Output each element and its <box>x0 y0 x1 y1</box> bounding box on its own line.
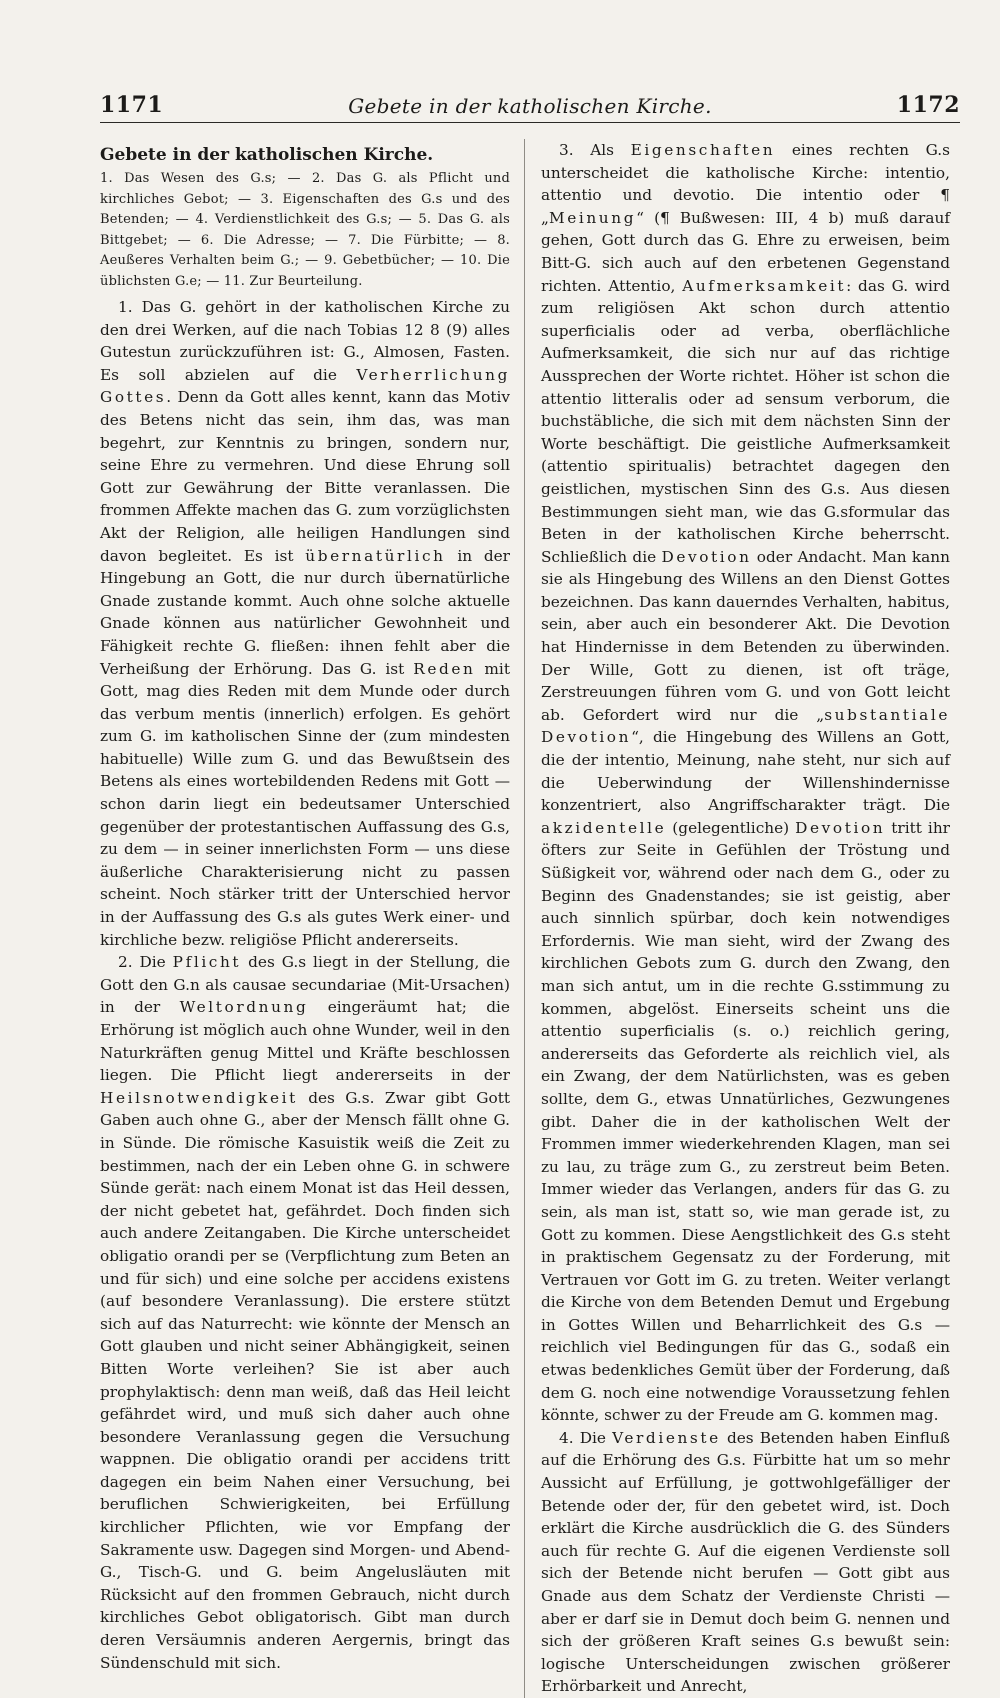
paragraph-4: 4. Die Verdienste des Betenden haben Einfluß auf die Erhörung des G.s. Fürbitte hat um so mehr Aussicht auf Erfüllung, je gottwohlgefälliger der Betende oder der, für den gebetet wird, ist. Doch erklärt die Kirche ausdrücklich die G. des Sünders auch für rechte G. Auf die eigenen Verdienste soll sich der Betende nicht berufen — Gott gibt aus Gnade aus dem Schatz der Verdienste Christi — aber er darf sie in Demut doch beim G. nennen und sich der größeren Kraft seines G.s bewußt sein: logische Unterscheidungen zwischen größerer Erhörbarkeit und Anrecht, <box>541 1428 950 1696</box>
right-page-number: 1172 <box>896 92 960 118</box>
article-title: Gebete in der katholischen Kirche. <box>100 145 434 165</box>
left-page-number: 1171 <box>100 92 164 118</box>
paragraph-1: 1. Das G. gehört in der katholischen Kirche zu den drei Werken, auf die nach Tobias 12 8 (9) alles Gutestun zurückzuführen ist: G., Almosen, Fasten. Es soll abzielen auf die Verherrlichung Gottes. Denn da Gott alles kennt, kann das Motiv des Betens nicht das sein, ihm das, was man begehrt, zur Kenntnis zu bringen, sondern nur, seine Ehre zu vermehren. Und diese Ehrung soll Gott zur Gewährung der Bitte veranlassen. Die frommen Affekte machen das G. zum vorzüglichsten Akt der Religion, alle heiligen Handlungen sind davon begleitet. Es ist übernatürlich in der Hingebung an Gott, die nur durch übernatürliche Gnade zustande kommt. Auch ohne solche aktuelle Gnade können aus natürlicher Gewohnheit und Fähigkeit rechte G. fließen: ihnen fehlt aber die Verheißung der Erhörung. Das G. ist Reden mit Gott, mag dies Reden mit dem Munde oder durch das verbum mentis (innerlich) erfolgen. Es gehört zum G. im katholischen Sinne der (zum mindesten habituelle) Wille zum G. und das Bewußtsein des Betens als eines wortebildenden Redens mit Gott — schon darin liegt ein bedeutsamer Unterschied gegenüber der protestantischen Auffassung des G.s, zu dem — in seiner innerlichsten Form — uns diese äußerliche Charakterisierung nicht zu passen scheint. Noch stärker tritt der Unterschied hervor in der Auffassung des G.s als gutes Werk einer- und kirchliche bezw. religiöse Pflicht andererseits. <box>100 298 510 949</box>
left-column <box>100 139 525 1698</box>
text-columns <box>100 139 960 1698</box>
article-contents: 1. Das Wesen des G.s; — 2. Das G. als Pflicht und kirchliches Gebot; — 3. Eigenschaften des G.s und des Betenden; — 4. Verdienstlichkeit des G.s; — 5. Das G. als Bittgebet; — 6. Die Adresse; — 7. Die Fürbitte; — 8. Aeußeres Verhalten beim G.; — 9. Gebetbücher; — 10. Die üblichsten G.e; — 11. Zur Beurteilung. <box>100 171 510 289</box>
running-title: Gebete in der katholischen Kirche. <box>348 94 712 118</box>
right-column <box>525 139 950 1698</box>
paragraph-3: 3. Als Eigenschaften eines rechten G.s unterscheidet die katholische Kirche: intentio, attentio und devotio. Die intentio oder ¶ „Meinung“ (¶ Bußwesen: III, 4 b) muß darauf gehen, Gott durch das G. Ehre zu erweisen, beim Bitt-G. sich auch auf den erbetenen Gegenstand richten. Attentio, Aufmerksamkeit: das G. wird zum religiösen Akt schon durch attentio superficialis oder ad verba, oberflächliche Aufmerksamkeit, die sich nur auf das richtige Aussprechen der Worte richtet. Höher ist schon die attentio litteralis oder ad sensum verborum, die buchstäbliche, die sich mit dem nächsten Sinn der Worte beschäftigt. Die geistliche Aufmerksamkeit (attentio spiritualis) betrachtet dagegen den geistlichen, mystischen Sinn des G.s. Aus diesen Bestimmungen sieht man, wie das G.sformular das Beten in der katholischen Kirche beherrscht. Schließlich die Devotion oder Andacht. Man kann sie als Hingebung des Willens an den Dienst Gottes bezeichnen. Das kann dauerndes Verhalten, habitus, sein, aber auch ein besonderer Akt. Die Devotion hat Hindernisse in dem Betenden zu überwinden. Der Wille, Gott zu dienen, ist oft träge, Zerstreuungen führen vom G. und von Gott leicht ab. Gefordert wird nur die „substantiale Devotion“, die Hingebung des Willens an Gott, die der intentio, Meinung, nahe steht, nur sich auf die Ueberwindung der Willenshindernisse konzentriert, also Angriffscharakter trägt. Die akzidentelle (gelegentliche) Devotion tritt ihr öfters zur Seite in Gefühlen der Tröstung und Süßigkeit vor, während oder nach dem G., oder zu Beginn des Gnadenstandes; sie ist geistig, aber auch sinnlich spürbar, doch kein notwendiges Erfordernis. Wie man sieht, wird der Zwang des kirchlichen Gebots zum G. durch den Zwang, den man sich antut, um in die rechte G.sstimmung zu kommen, abgelöst. Einerseits scheint uns die attentio superficialis (s. o.) reichlich gering, andererseits das Geforderte als reichlich viel, als ein Zwang, der dem Natürlichsten, was es geben sollte, dem G., etwas Unnatürliches, Gezwungenes gibt. Daher die in der katholischen Welt der Frommen immer wiederkehrenden Klagen, man sei zu lau, zu träge zum G., zu zerstreut beim Beten. Immer wieder das Verlangen, anders für das G. zu sein, als man ist, statt so, wie man gerade ist, zu Gott zu kommen. Diese Aengstlichkeit des G.s steht in praktischem Gegensatz zu der Forderung, mit Vertrauen vor Gott im G. zu treten. Weiter verlangt die Kirche von dem Betenden Demut und Ergebung in Gottes Willen und Beharrlichkeit des G.s — reichlich viel Bedingungen für das G., sodaß ein etwas bedenkliches Gemüt über der Forderung, daß dem G. noch eine notwendige Voraussetzung fehlen könnte, schwer zu der Freude am G. kommen mag. <box>541 141 950 1425</box>
paragraph-2: 2. Die Pflicht des G.s liegt in der Stellung, die Gott den G.n als causae secundariae (Mit-Ursachen) in der Weltordnung eingeräumt hat; die Erhörung ist möglich auch ohne Wunder, weil in den Naturkräften genug Mittel und Kräfte beschlossen liegen. Die Pflicht liegt andererseits in der Heilsnotwendigkeit des G.s. Zwar gibt Gott Gaben auch ohne G., aber der Mensch fällt ohne G. in Sünde. Die römische Kasuistik weiß die Zeit zu bestimmen, nach der ein Leben ohne G. in schwere Sünde gerät: nach einem Monat ist das Heil dessen, der nicht gebetet hat, gefährdet. Doch finden sich auch andere Zeitangaben. Die Kirche unterscheidet obligatio orandi per se (Verpflichtung zum Beten an und für sich) und eine solche per accidens existens (auf besondere Veranlassung). Die erstere stützt sich auf das Naturrecht: wie könnte der Mensch an Gott glauben und nicht seiner Abhängigkeit, seinen Bitten Worte verleihen? Sie ist aber auch prophylaktisch: denn man weiß, daß das Heil leicht gefährdet wird, und muß sich daher auch ohne besondere Veranlassung gegen die Versuchung wappnen. Die obligatio orandi per accidens tritt dagegen ein beim Nahen einer Versuchung, bei beruflichen Schwierigkeiten, bei Erfüllung kirchlicher Pflichten, wie vor Empfang der Sakramente usw. Dagegen sind Morgen- und Abend-G., Tisch-G. und G. beim Angelusläuten mit Rücksicht auf den frommen Gebrauch, nicht durch kirchliches Gebot obligatorisch. Gibt man durch deren Versäumnis anderen Aergernis, bringt das Sündenschuld mit sich. <box>100 953 511 1672</box>
running-header <box>100 70 960 123</box>
